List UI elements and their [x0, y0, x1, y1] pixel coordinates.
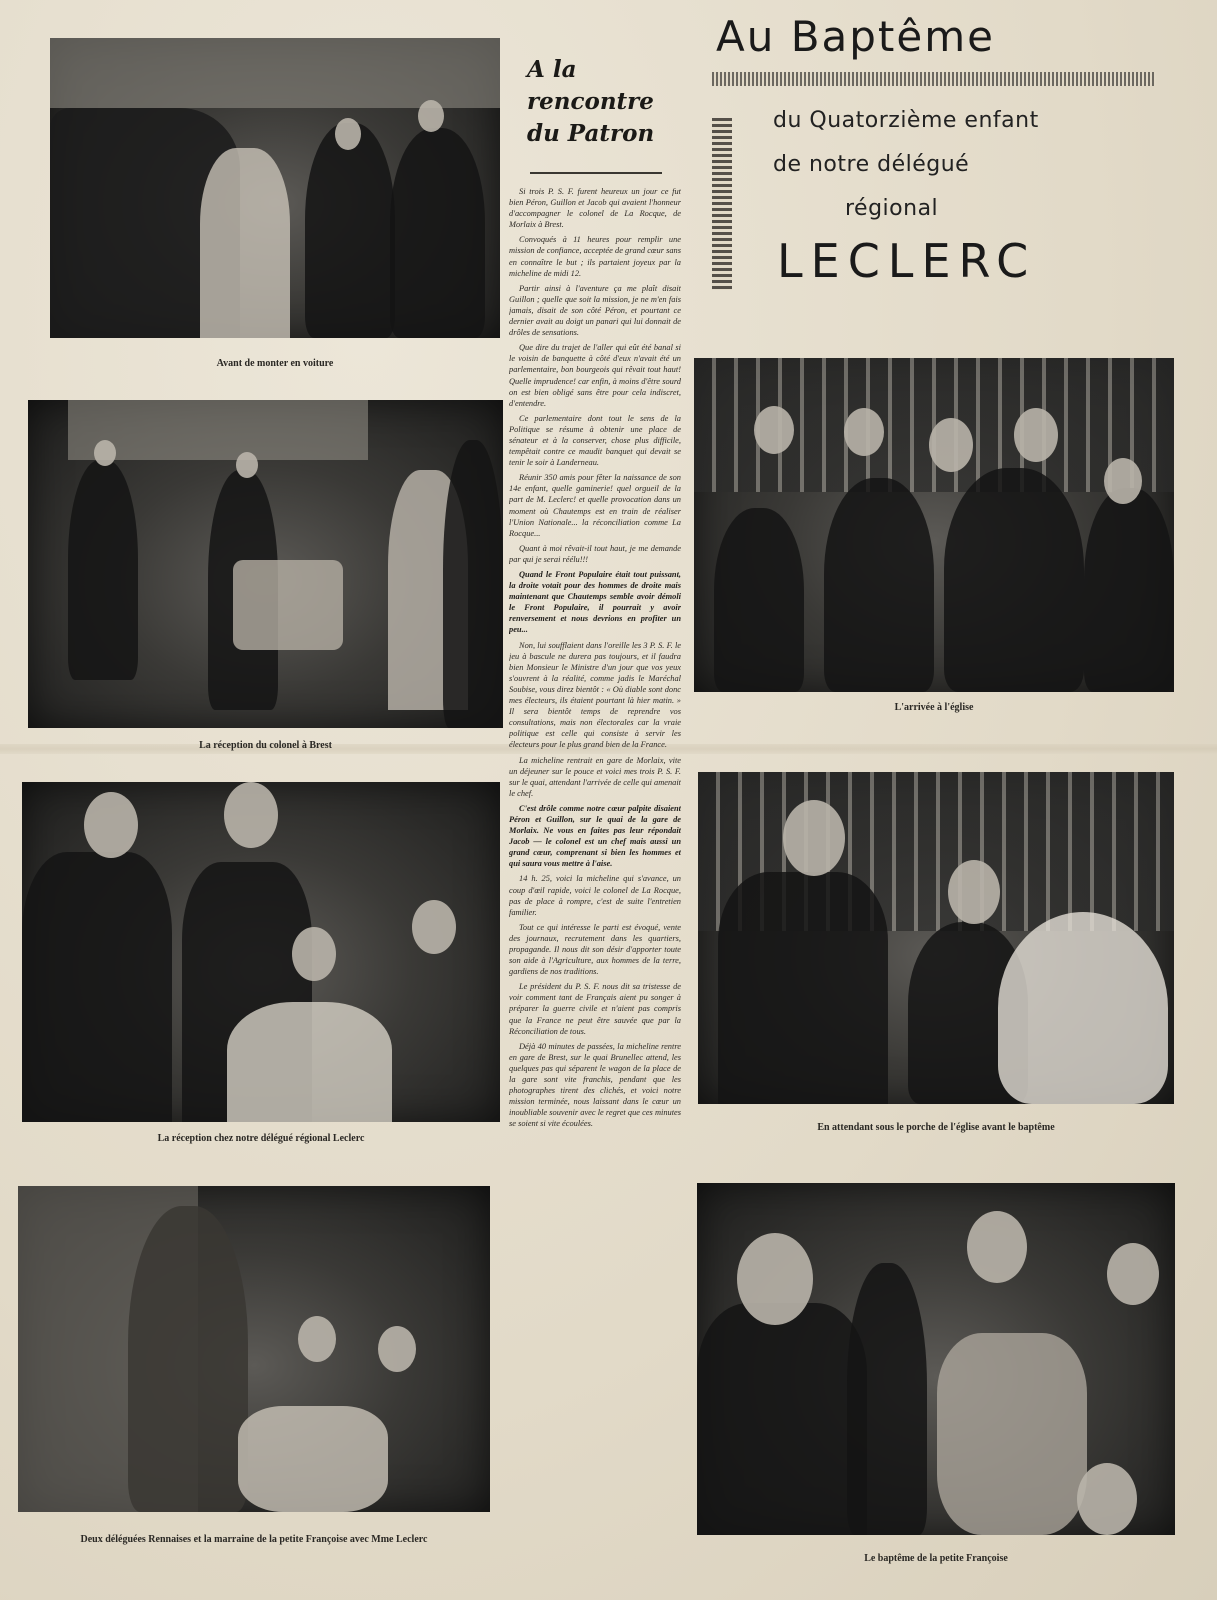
article-paragraph: Quand le Front Populaire était tout puissant, la droite votait pour des hommes de droite mais maintenant que Chautemps semble avoir démoli le Front Populaire, il pourrait y avoir renversement et nous devrions en profiter un peu... — [509, 570, 681, 635]
article-title-line3: du Patron — [527, 120, 655, 147]
article-title-line1: A la — [527, 56, 577, 83]
photo-arrival-church — [694, 358, 1174, 692]
photo-porch — [698, 772, 1174, 1104]
caption-photo4: Deux déléguées Rennaises et la marraine de la petite Françoise avec Mme Leclerc — [80, 1534, 428, 1545]
article-paragraph: Si trois P. S. F. furent heureux un jour ce fut bien Péron, Guillon et Jacob qui avaient l'honneur d'accompagner le colonel de La Rocque, de Morlaix à Brest. — [509, 187, 681, 230]
article-paragraph: Déjà 40 minutes de passées, la micheline rentre en gare de Brest, sur le quai Brunellec attend, les quelques pas qui séparent le wagon de la place de la gare sont vite franchis, pendant que les photographes tirent des clichés, et voici notre mission terminée, nous laissant dans le cœur un inoubliable souvenir avec le regret que ces minutes se soient si vite écoulées. — [509, 1041, 681, 1129]
article-paragraph: Réunir 350 amis pour fêter la naissance de son 14e enfant, quelle gaminerie! quel orgueil de la part de M. Leclerc! et quelle provocation dans un moment où Chautemps est en train de réaliser l'Union Nationale... la réconciliation comme La Rocque... — [509, 473, 681, 538]
photo-baptism — [697, 1183, 1175, 1535]
article-paragraph: La micheline rentrait en gare de Morlaix, vite un déjeuner sur le pouce et voici mes trois P. S. F. sur le quai, attendant l'arrivée de celle qui amenait le chef. — [509, 755, 681, 798]
subtitle-line3: régional — [845, 196, 939, 221]
subtitle-line2: de notre délégué — [773, 152, 970, 177]
caption-photo1: Avant de monter en voiture — [216, 358, 334, 369]
article-paragraph: C'est drôle comme notre cœur palpite disaient Péron et Guillon, sur le quai de la gare de Morlaix. Ne vous en faites pas leur répondait Jacob — le colonel est un chef mais aussi un grand cœur, comprenant si bien les hommes et qui saura vous mettre à l'aise. — [509, 803, 681, 869]
subtitle-line1: du Quatorzième enfant — [773, 108, 1039, 133]
article-paragraph: Non, lui soufflaient dans l'oreille les 3 P. S. F. le jeu à bascule ne durera pas toujours, et il faudra bien Monsieur le Ministre d'un jour que vos yeux s'ouvrent à la réalité, comme jadis le Maréchal Soubise, vous direz bientôt : « Où diable sont donc mes électeurs, ils étaient pourtant là hier matin. » Il sera bientôt temps de reprendre vos consultations, mais non électorales car la vraie politique est celle qui consiste à servir les électeurs pour le plus grand bien de la France. — [509, 640, 681, 750]
caption-photo2: La réception du colonel à Brest — [199, 740, 332, 751]
article-paragraph: Convoqués à 11 heures pour remplir une mission de confiance, acceptée de grand cœur sans en connaître le but ; ils partaient joyeux par la micheline de midi 12. — [509, 235, 681, 278]
article-paragraph: Tout ce qui intéresse le parti est évoqué, vente des journaux, recrutement dans les quartiers, propagande. Il nous dit son désir d'apporter toute son aide à l'Agriculture, aux hommes de la terre, gardiens de nos traditions. — [509, 922, 681, 977]
photo-car — [50, 38, 500, 338]
article-paragraph: 14 h. 25, voici la micheline qui s'avance, un coup d'œil rapide, voici le colonel de La Rocque, pas de place à rompre, c'est de suite l'entretien familier. — [509, 874, 681, 917]
caption-photo6: En attendant sous le porche de l'église avant le baptême — [817, 1122, 1055, 1133]
article-title-line2: rencontre — [527, 88, 654, 115]
headline-name: LECLERC — [777, 234, 1037, 288]
article-paragraph: Partir ainsi à l'aventure ça me plaît disait Guillon ; quelle que soit la mission, je ne m'en fais jamais, disait de son côté Péron, et pourtant ce dernier avait au doigt un panari qui lui donnait de drôles de sensations. — [509, 283, 681, 338]
article-body — [509, 186, 681, 1556]
caption-photo5: L'arrivée à l'église — [894, 702, 974, 713]
article-paragraph: Quant à moi rêvait-il tout haut, je me demande par qui je serai réélu!!! — [509, 543, 681, 564]
caption-photo7: Le baptême de la petite Françoise — [864, 1553, 1008, 1564]
article-paragraph: Que dire du trajet de l'aller qui eût été banal si le voisin de banquette à côté d'eux n'avait été un parlementaire, bon bourgeois qui rêvait tout haut! Quelle imprudence! car enfin, à moins d'être sourd on est bien obligé sans être pour cela indiscret, d'entendre. — [509, 343, 681, 408]
side-rule — [712, 118, 732, 290]
headline-rule — [712, 72, 1156, 86]
article-paragraph: Le président du P. S. F. nous dit sa tristesse de voir comment tant de Français aient pu songer à préparer la guerre civile et n'aient pas compris que la France ne peut être sauvée que par la Réconciliation de tous. — [509, 982, 681, 1036]
article-title — [527, 54, 677, 150]
article-paragraph: Ce parlementaire dont tout le sens de la Politique se résume à obtenir une place de sénateur et à la conserver, chose plus difficile, tempêtait contre ce maudit banquet qui devait se tenir le soir à Landerneau. — [509, 413, 681, 468]
headline: Au Baptême — [716, 12, 995, 61]
caption-photo3: La réception chez notre délégué régional Leclerc — [157, 1133, 365, 1144]
article-title-rule — [530, 172, 662, 174]
photo-reception-leclerc — [22, 782, 500, 1122]
photo-godmother — [18, 1186, 490, 1512]
photo-reception-brest — [28, 400, 503, 728]
